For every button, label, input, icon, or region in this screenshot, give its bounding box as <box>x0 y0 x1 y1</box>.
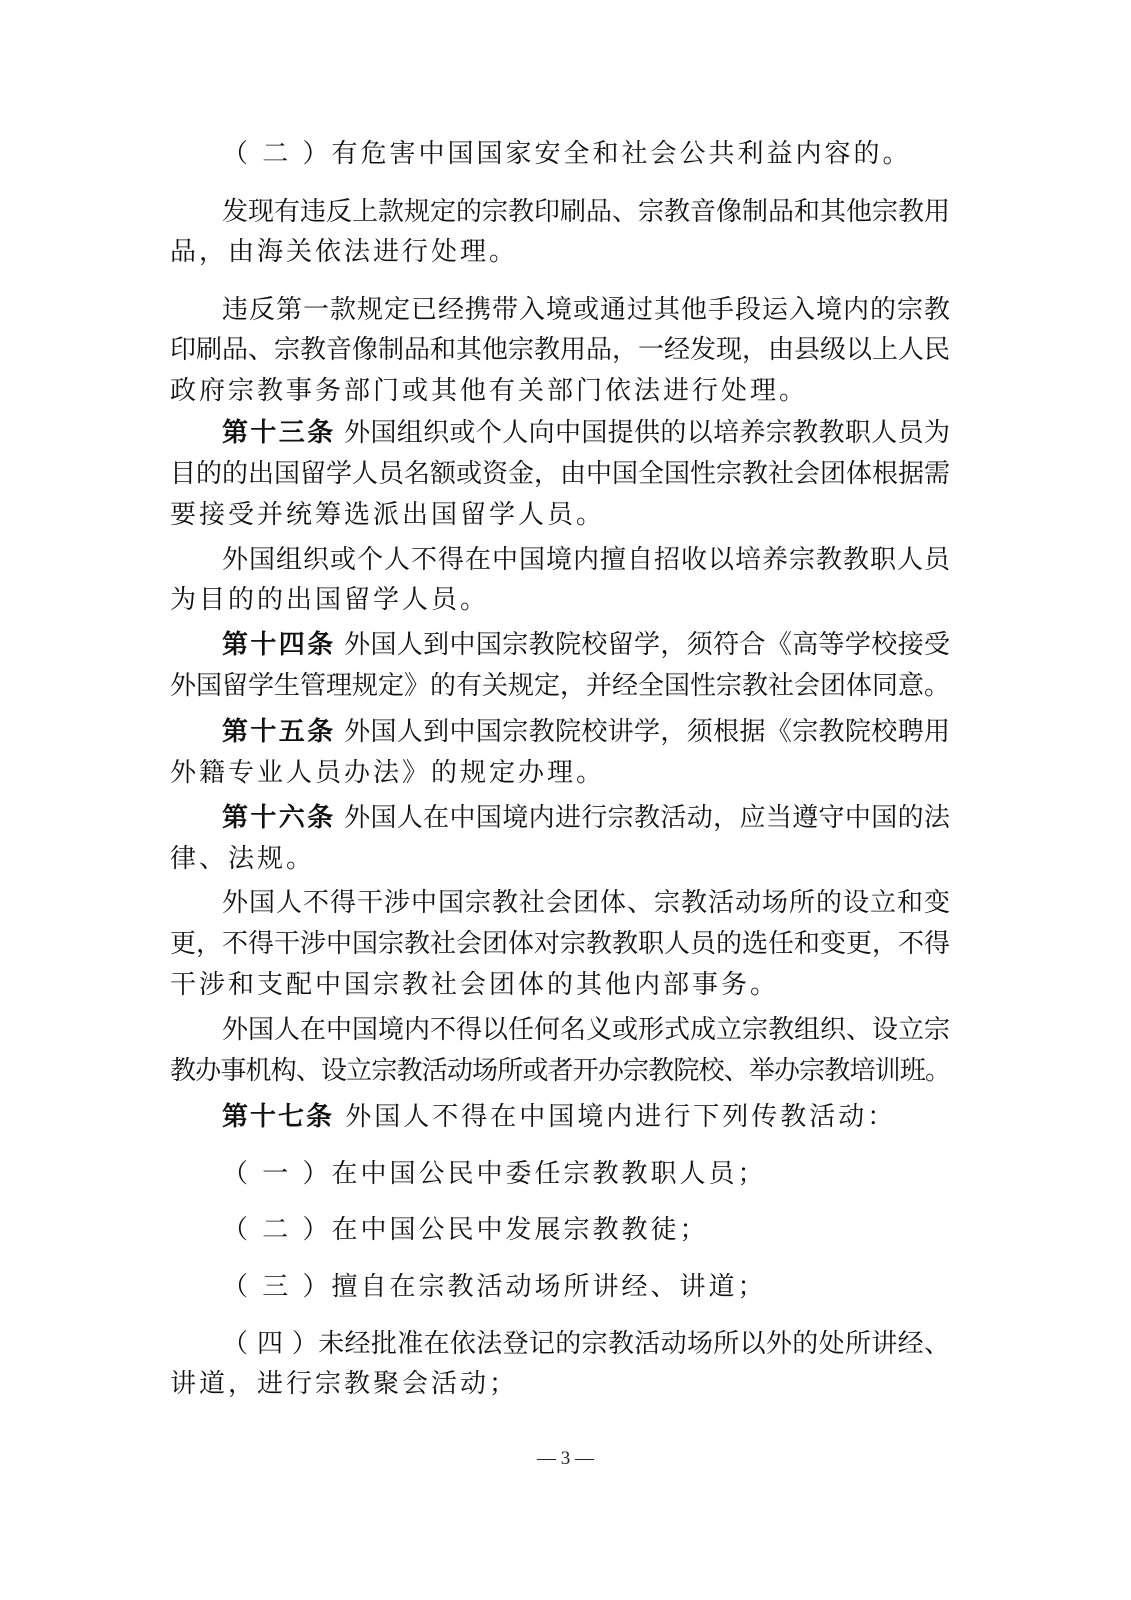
text-line <box>170 965 950 1005</box>
text-line <box>170 371 950 411</box>
line-text: 印刷品、宗教音像制品和其他宗教用品，一经发现，由县级以上人民 <box>170 335 950 365</box>
text-line <box>222 192 950 232</box>
line-text: 政府宗教事务部门或其他有关部门依法进行处理。 <box>170 376 809 406</box>
article-heading: 第十六条 <box>222 803 336 833</box>
text-line <box>222 798 950 838</box>
line-text: 教办事机构、设立宗教活动场所或者开办宗教院校、举办宗教培训班。 <box>170 1056 950 1086</box>
line-text: 更，不得干涉中国宗教社会团体对宗教教职人员的选任和变更，不得 <box>170 929 950 959</box>
line-text: 外籍专业人员办法》的规定办理。 <box>170 758 606 788</box>
text-line <box>170 839 950 879</box>
text-line <box>222 413 950 453</box>
article-heading: 第十五条 <box>222 717 336 747</box>
line-text: 品，由海关依法进行处理。 <box>170 237 519 267</box>
line-text: 发现有违反上款规定的宗教印刷品、宗教音像制品和其他宗教用 <box>222 197 950 227</box>
line-text: 外国组织或个人不得在中国境内擅自招收以培养宗教教职人员 <box>222 545 950 575</box>
text-line <box>222 1267 950 1307</box>
text-line <box>222 712 950 752</box>
text-line <box>170 495 950 535</box>
line-text: 为目的的出国留学人员。 <box>170 585 490 615</box>
text-line <box>222 1097 950 1137</box>
article-heading: 第十四条 <box>222 630 336 660</box>
line-text: 外国人在中国境内进行宗教活动，应当遵守中国的法 <box>344 803 950 833</box>
text-line <box>222 1324 950 1364</box>
line-text: 外国人到中国宗教院校留学，须符合《高等学校接受 <box>344 630 950 660</box>
text-line <box>170 1364 950 1404</box>
page-number: — 3 — <box>537 1448 594 1469</box>
text-line <box>222 1154 950 1194</box>
text-line <box>222 1210 950 1250</box>
text-line <box>170 666 950 706</box>
line-text: 外国人不得干涉中国宗教社会团体、宗教活动场所的设立和变 <box>222 888 950 918</box>
line-text: （ 一 ）在中国公民中委任宗教教职人员； <box>222 1159 767 1189</box>
line-text: 外国人到中国宗教院校讲学，须根据《宗教院校聘用 <box>344 717 950 747</box>
line-text: 干涉和支配中国宗教社会团体的其他内部事务。 <box>170 970 780 1000</box>
text-line <box>170 454 950 494</box>
line-text: （ 四 ）未经批准在依法登记的宗教活动场所以外的处所讲经、 <box>222 1329 950 1359</box>
line-text: 外国留学生管理规定》的有关规定，并经全国性宗教社会团体同意。 <box>170 671 950 701</box>
line-text: 律、法规。 <box>170 844 316 874</box>
text-line <box>170 1051 950 1091</box>
line-text: 要接受并统筹选派出国留学人员。 <box>170 500 606 530</box>
text-line <box>222 625 950 665</box>
line-text: 外国人在中国境内不得以任何名义或形式成立宗教组织、设立宗 <box>222 1015 950 1045</box>
line-text: 外国人不得在中国境内进行下列传教活动： <box>345 1102 897 1132</box>
line-text: （ 二 ）在中国公民中发展宗教教徒； <box>222 1215 709 1245</box>
line-text: （ 三 ）擅自在宗教活动场所讲经、讲道； <box>222 1272 767 1302</box>
line-text: 讲道，进行宗教聚会活动； <box>170 1369 519 1399</box>
text-line <box>170 330 950 370</box>
text-line <box>170 924 950 964</box>
line-text: 违反第一款规定已经携带入境或通过其他手段运入境内的宗教 <box>222 295 950 325</box>
text-line <box>170 580 950 620</box>
article-heading: 第十三条 <box>222 418 336 448</box>
line-text: 外国组织或个人向中国提供的以培养宗教教职人员为 <box>344 418 950 448</box>
text-line <box>222 1010 950 1050</box>
text-line <box>222 540 950 580</box>
line-text: 目的的出国留学人员名额或资金，由中国全国性宗教社会团体根据需 <box>170 459 950 489</box>
text-line <box>222 290 950 330</box>
line-text: （ 二 ）有危害中国国家安全和社会公共利益内容的。 <box>222 139 912 169</box>
text-line <box>170 753 950 793</box>
text-line <box>222 134 950 174</box>
article-heading: 第十七条 <box>222 1102 335 1132</box>
text-line <box>170 232 950 272</box>
text-line <box>222 883 950 923</box>
